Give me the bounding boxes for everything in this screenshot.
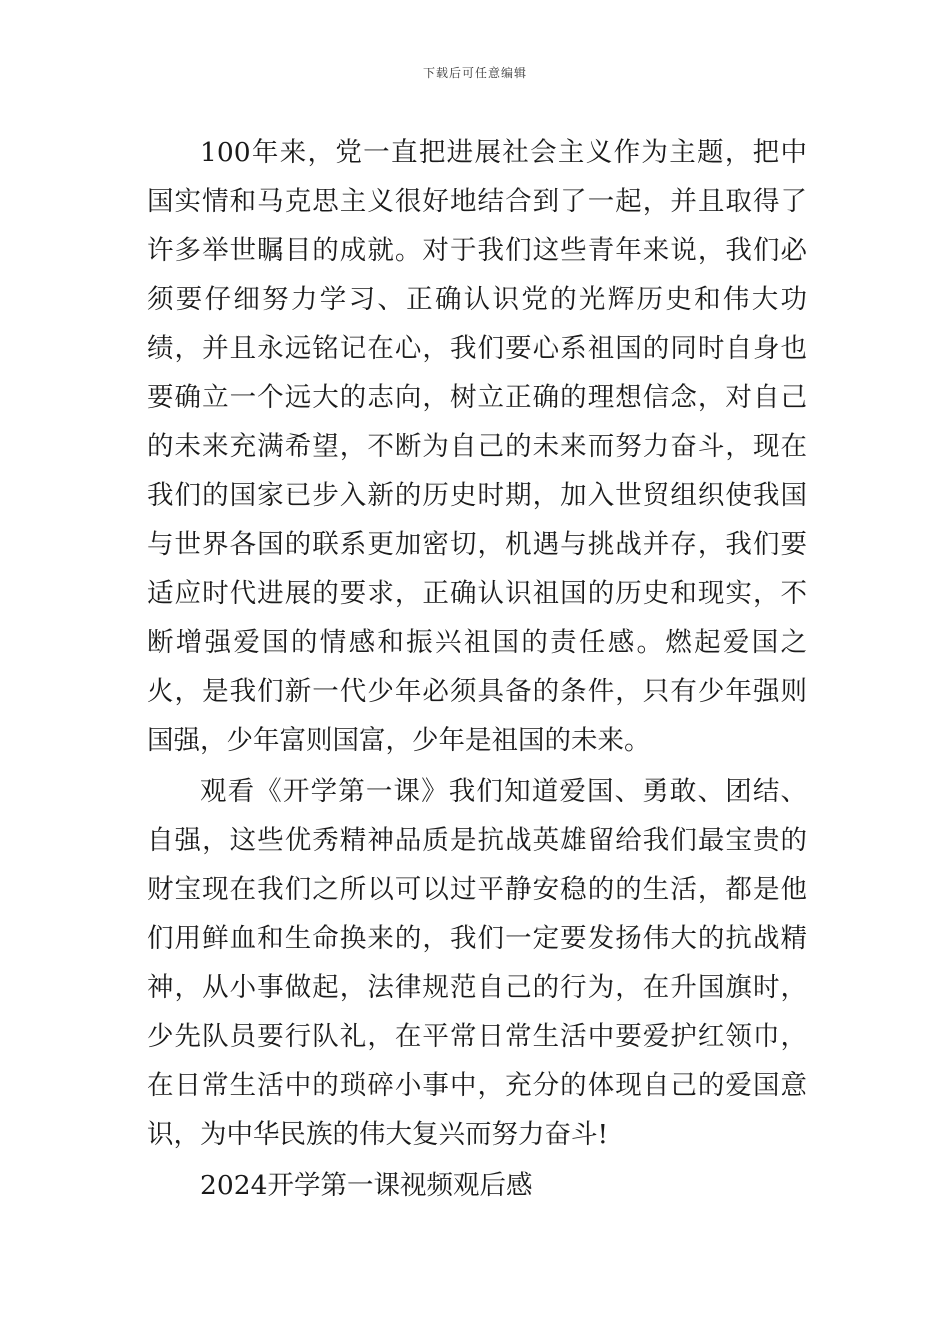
section-title: 2024开学第一课视频观后感 (200, 1170, 533, 1201)
paragraph-1: 100年来，党一直把进展社会主义作为主题，把中国实情和马克思主义很好地结合到了一起，并且取得了许多举世瞩目的成就。对于我们这些青年来说，我们必须要仔细努力学习、正确认识党的光辉历史和伟大功绩，并且永远铭记在心，我们要心系祖国的同时自身也要确立一个远大的志向，树立正确的理想信念，对自己的未来充满希望，不断为自己的未来而努力奋斗，现在我们的国家已步入新的历史时期，加入世贸组织使我国与世界各国的联系更加密切，机遇与挑战并存，我们要适应时代进展的要求，正确认识祖国的历史和现实，不断增强爱国的情感和振兴祖国的责任感。燃起爱国之火，是我们新一代少年必须具备的条件，只有少年强则国强，少年富则国富，少年是祖国的未来。 (147, 137, 807, 756)
paragraph-2: 观看《开学第一课》我们知道爱国、勇敢、团结、自强，这些优秀精神品质是抗战英雄留给我们最宝贵的财宝现在我们之所以可以过平静安稳的的生活，都是他们用鲜血和生命换来的，我们一定要发扬伟大的抗战精神，从小事做起，法律规范自己的行为，在升国旗时，少先队员要行队礼，在平常日常生活中要爱护红领巾，在日常生活中的琐碎小事中，充分的体现自己的爱国意识，为中华民族的伟大复兴而努力奋斗! (147, 776, 807, 1150)
document-body (147, 128, 807, 1210)
page-header: 下载后可任意编辑 (422, 66, 527, 80)
